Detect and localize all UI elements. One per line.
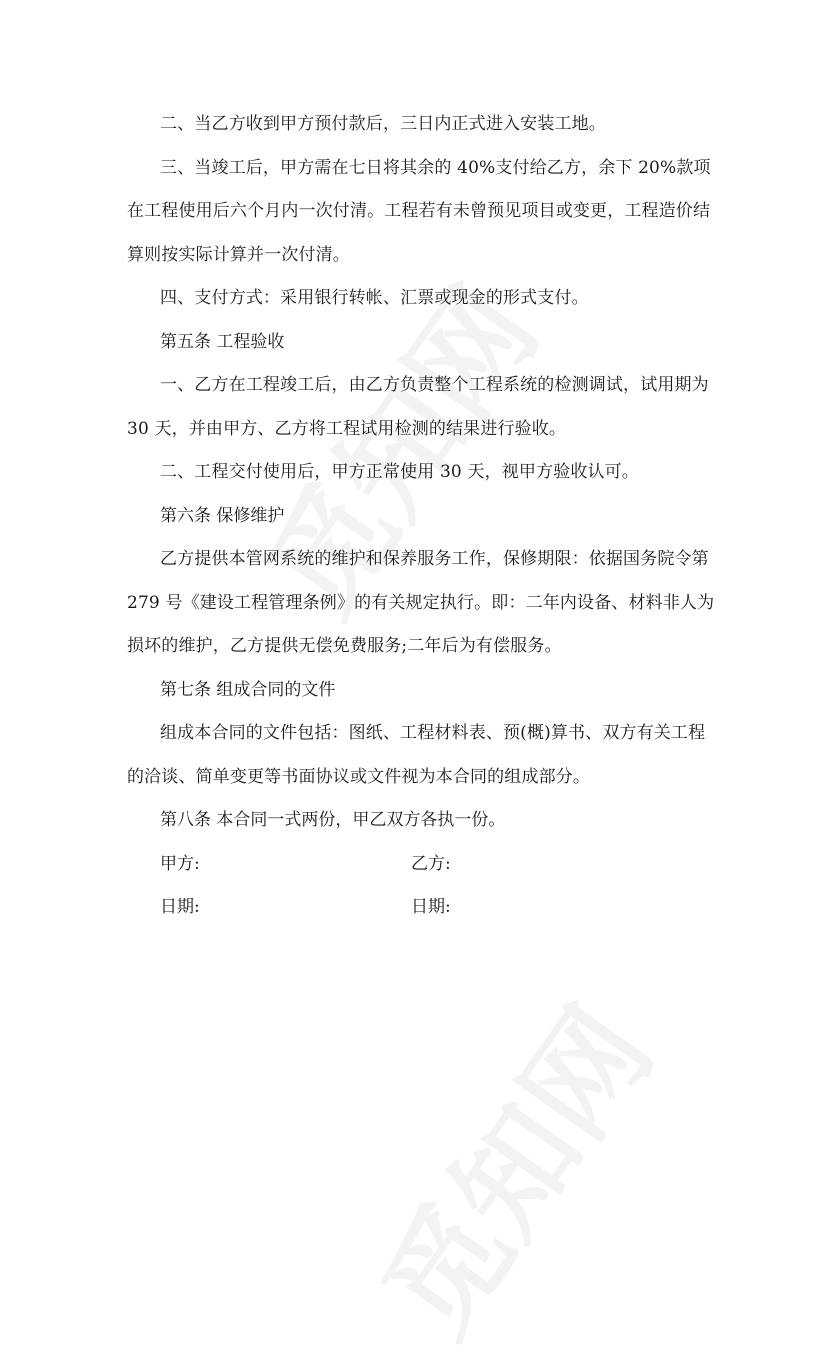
acceptance-clause-1: 一、乙方在工程竣工后，由乙方负责整个工程系统的检测调试，试用期为 30 天，并由甲方、乙方将工程试用检测的结果进行验收。 — [127, 375, 709, 439]
signature-row-parties — [127, 843, 717, 887]
payment-clause-2: 二、当乙方收到甲方预付款后，三日内正式进入安装工地。 — [160, 114, 606, 134]
acceptance-clause-2: 二、工程交付使用后，甲方正常使用 30 天，视甲方验收认可。 — [160, 462, 639, 482]
article-5-heading: 第五条 工程验收 — [160, 331, 285, 352]
article-7-heading: 第七条 组成合同的文件 — [160, 679, 336, 700]
party-b-label: 乙方: — [411, 853, 451, 874]
watermark — [336, 969, 683, 1363]
date-b-label: 日期: — [411, 897, 451, 917]
article-6-heading: 第六条 保修维护 — [160, 505, 285, 526]
payment-clause-3: 三、当竣工后，甲方需在七日将其余的 40%支付给乙方，余下 20%款项在工程使用后六个月内一次付清。工程若有未曾预见项目或变更，工程造价结算则按实际计算并一次付清。 — [127, 157, 711, 265]
party-a-label: 甲方: — [160, 853, 200, 874]
date-a-label: 日期: — [160, 897, 200, 917]
document-body — [127, 103, 717, 930]
article-8-heading: 第八条 本合同一式两份，甲乙双方各执一份。 — [160, 810, 506, 830]
signature-row-dates — [127, 886, 717, 930]
contract-docs-clause: 组成本合同的文件包括：图纸、工程材料表、预(概)算书、双方有关工程的洽谈、简单变更等书面协议或文件视为本合同的组成部分。 — [127, 723, 706, 787]
maintenance-clause: 乙方提供本管网系统的维护和保养服务工作，保修期限：依据国务院令第 279 号《建设工程管理条例》的有关规定执行。即：二年内设备、材料非人为损坏的维护，乙方提供无偿免费服务;二年后为有偿服务。 — [127, 549, 715, 656]
payment-clause-4: 四、支付方式：采用银行转帐、汇票或现金的形式支付。 — [160, 288, 589, 308]
